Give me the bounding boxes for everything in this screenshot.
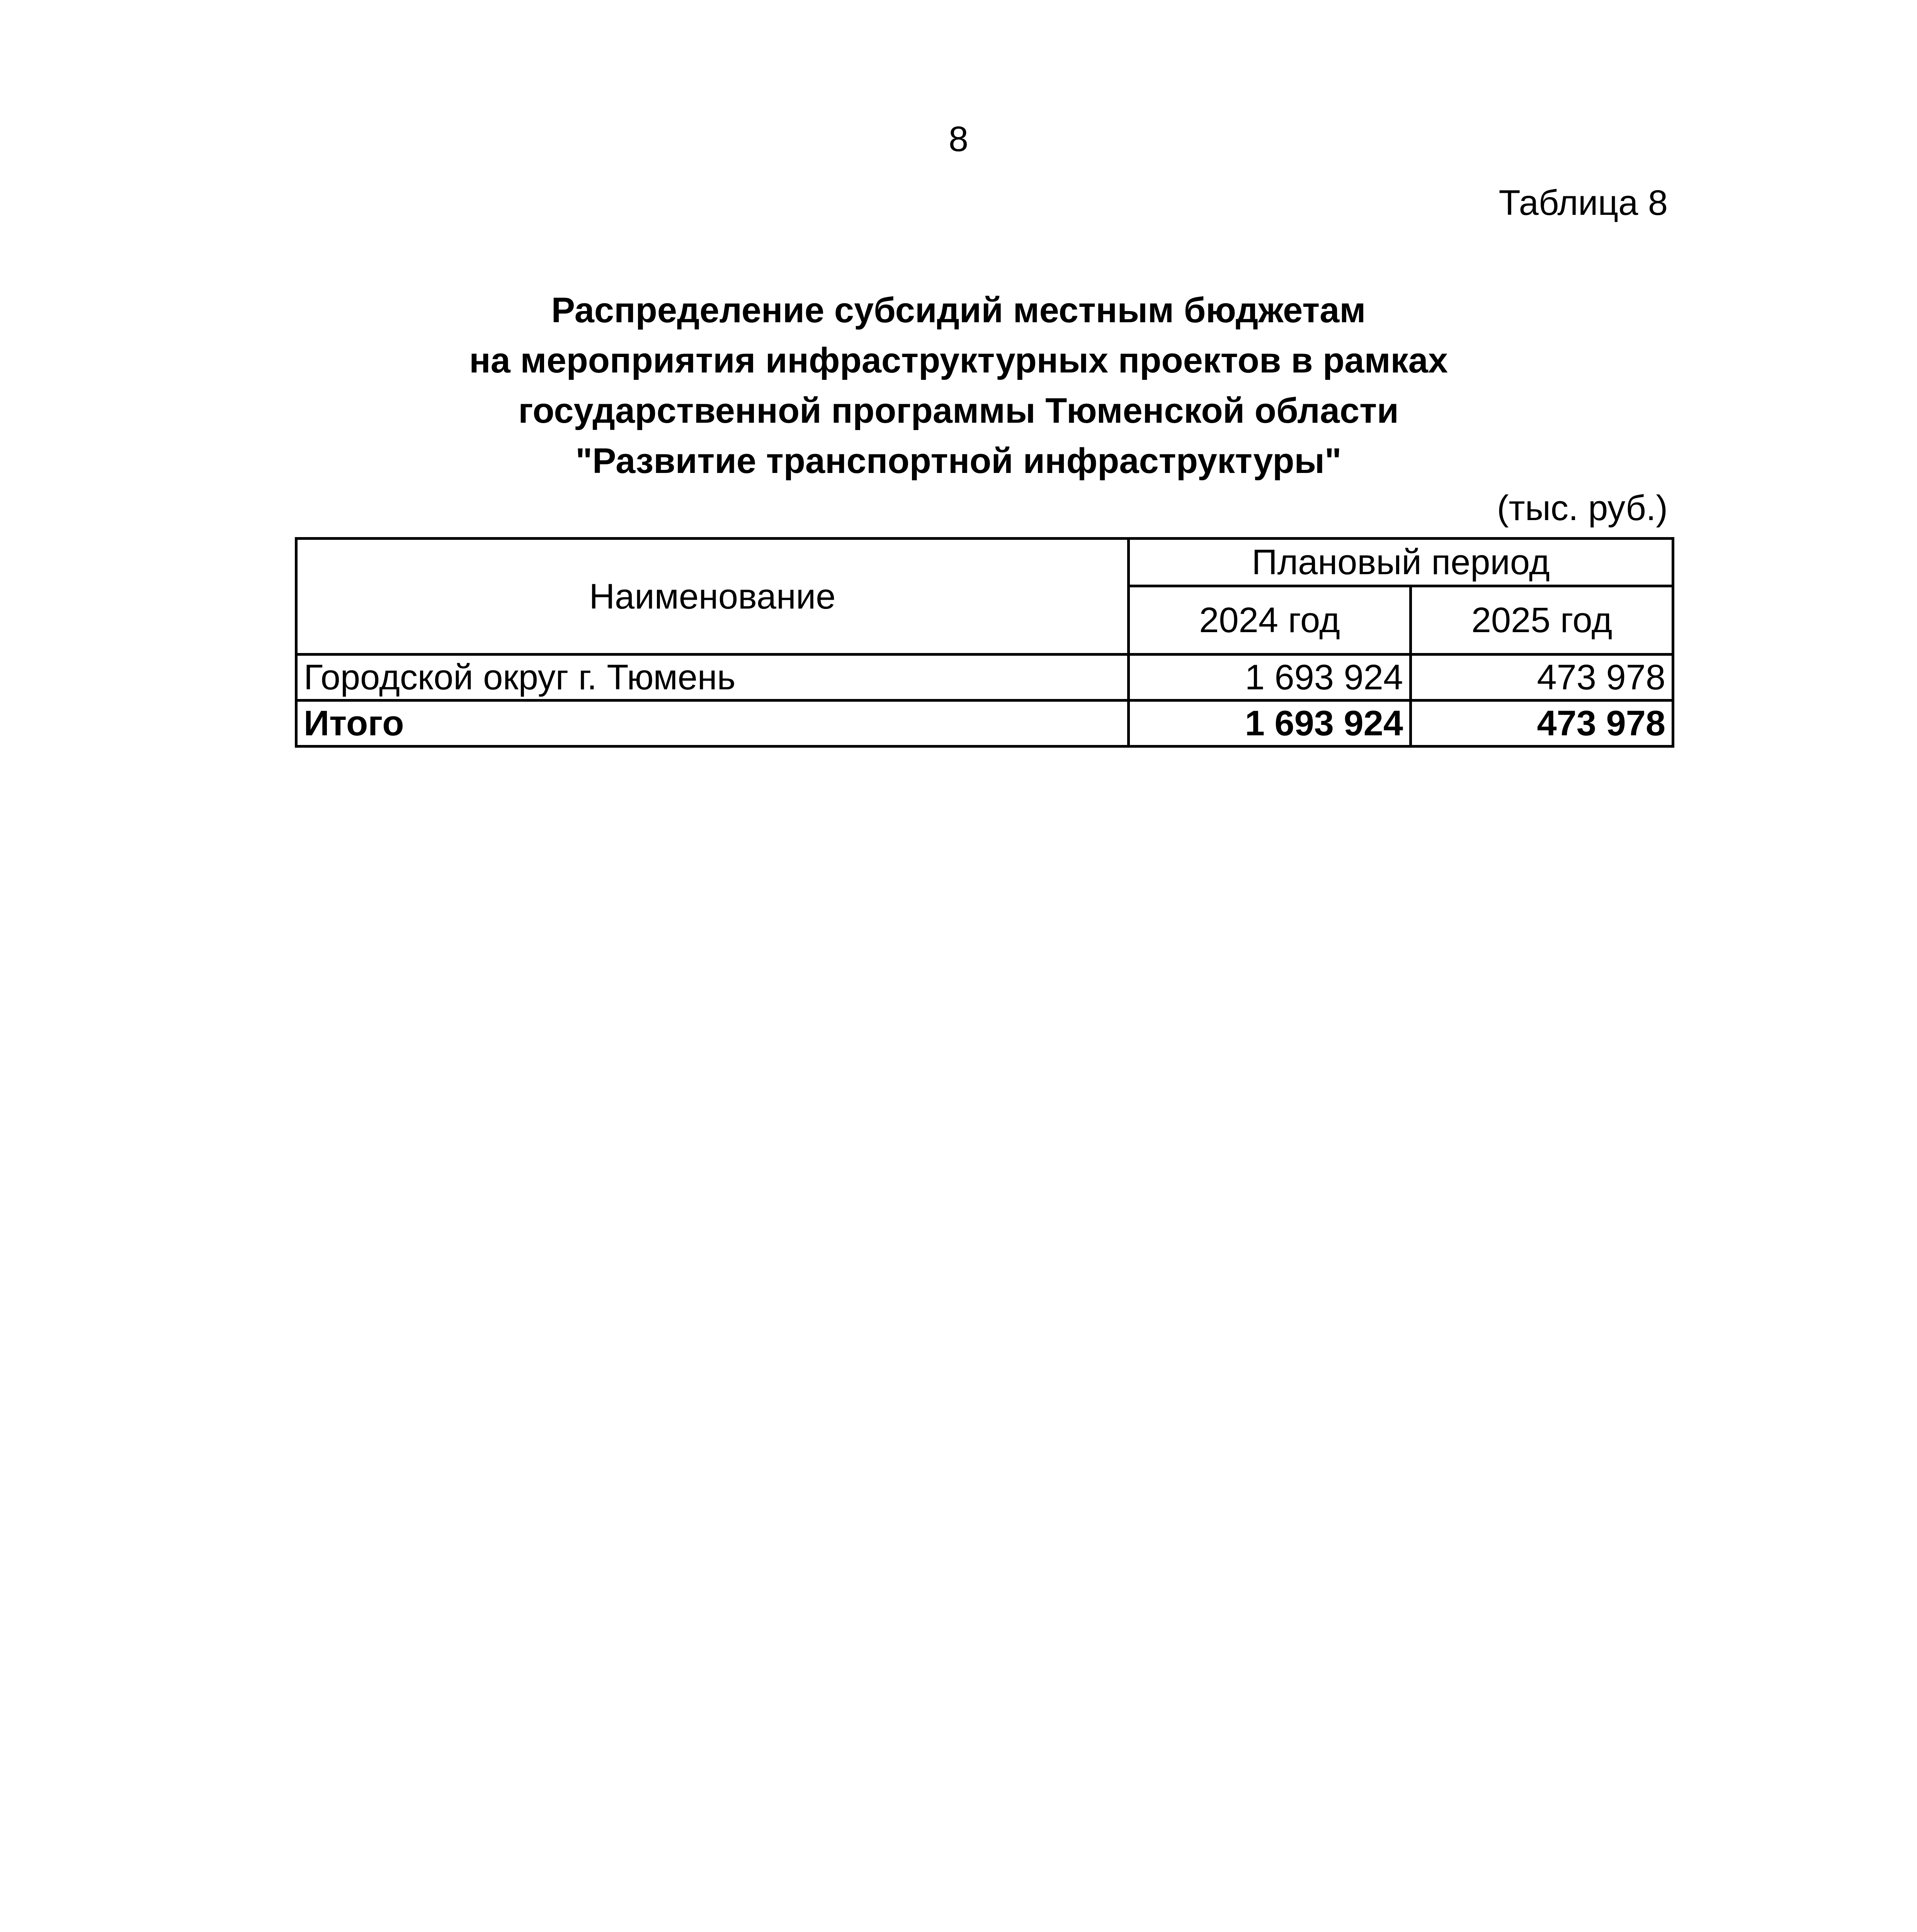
total-value-2024: 1 693 924 xyxy=(1129,701,1411,747)
document-title xyxy=(0,285,1917,486)
units-note: (тыс. руб.) xyxy=(1497,488,1668,528)
title-line: на мероприятия инфраструктурных проектов в рамках xyxy=(469,341,1448,380)
row-value-2025: 473 978 xyxy=(1411,655,1673,701)
header-year-2025: 2025 год xyxy=(1411,586,1673,655)
title-line: государственной программы Тюменской области xyxy=(518,391,1399,430)
subsidy-table xyxy=(295,537,1674,748)
title-line: Распределение субсидий местным бюджетам xyxy=(551,291,1366,330)
row-name: Городской округ г. Тюмень xyxy=(296,655,1129,701)
total-value-2025: 473 978 xyxy=(1411,701,1673,747)
table-header-row xyxy=(296,539,1673,586)
table-caption: Таблица 8 xyxy=(1499,183,1668,223)
row-value-2024: 1 693 924 xyxy=(1129,655,1411,701)
total-label: Итого xyxy=(296,701,1129,747)
page-number: 8 xyxy=(948,119,969,159)
header-year-2024: 2024 год xyxy=(1129,586,1411,655)
title-line: "Развитие транспортной инфраструктуры" xyxy=(575,441,1342,481)
table-total-row xyxy=(296,701,1673,747)
table-row xyxy=(296,655,1673,701)
header-planned-period: Плановый период xyxy=(1129,539,1673,586)
header-name: Наименование xyxy=(296,539,1129,655)
